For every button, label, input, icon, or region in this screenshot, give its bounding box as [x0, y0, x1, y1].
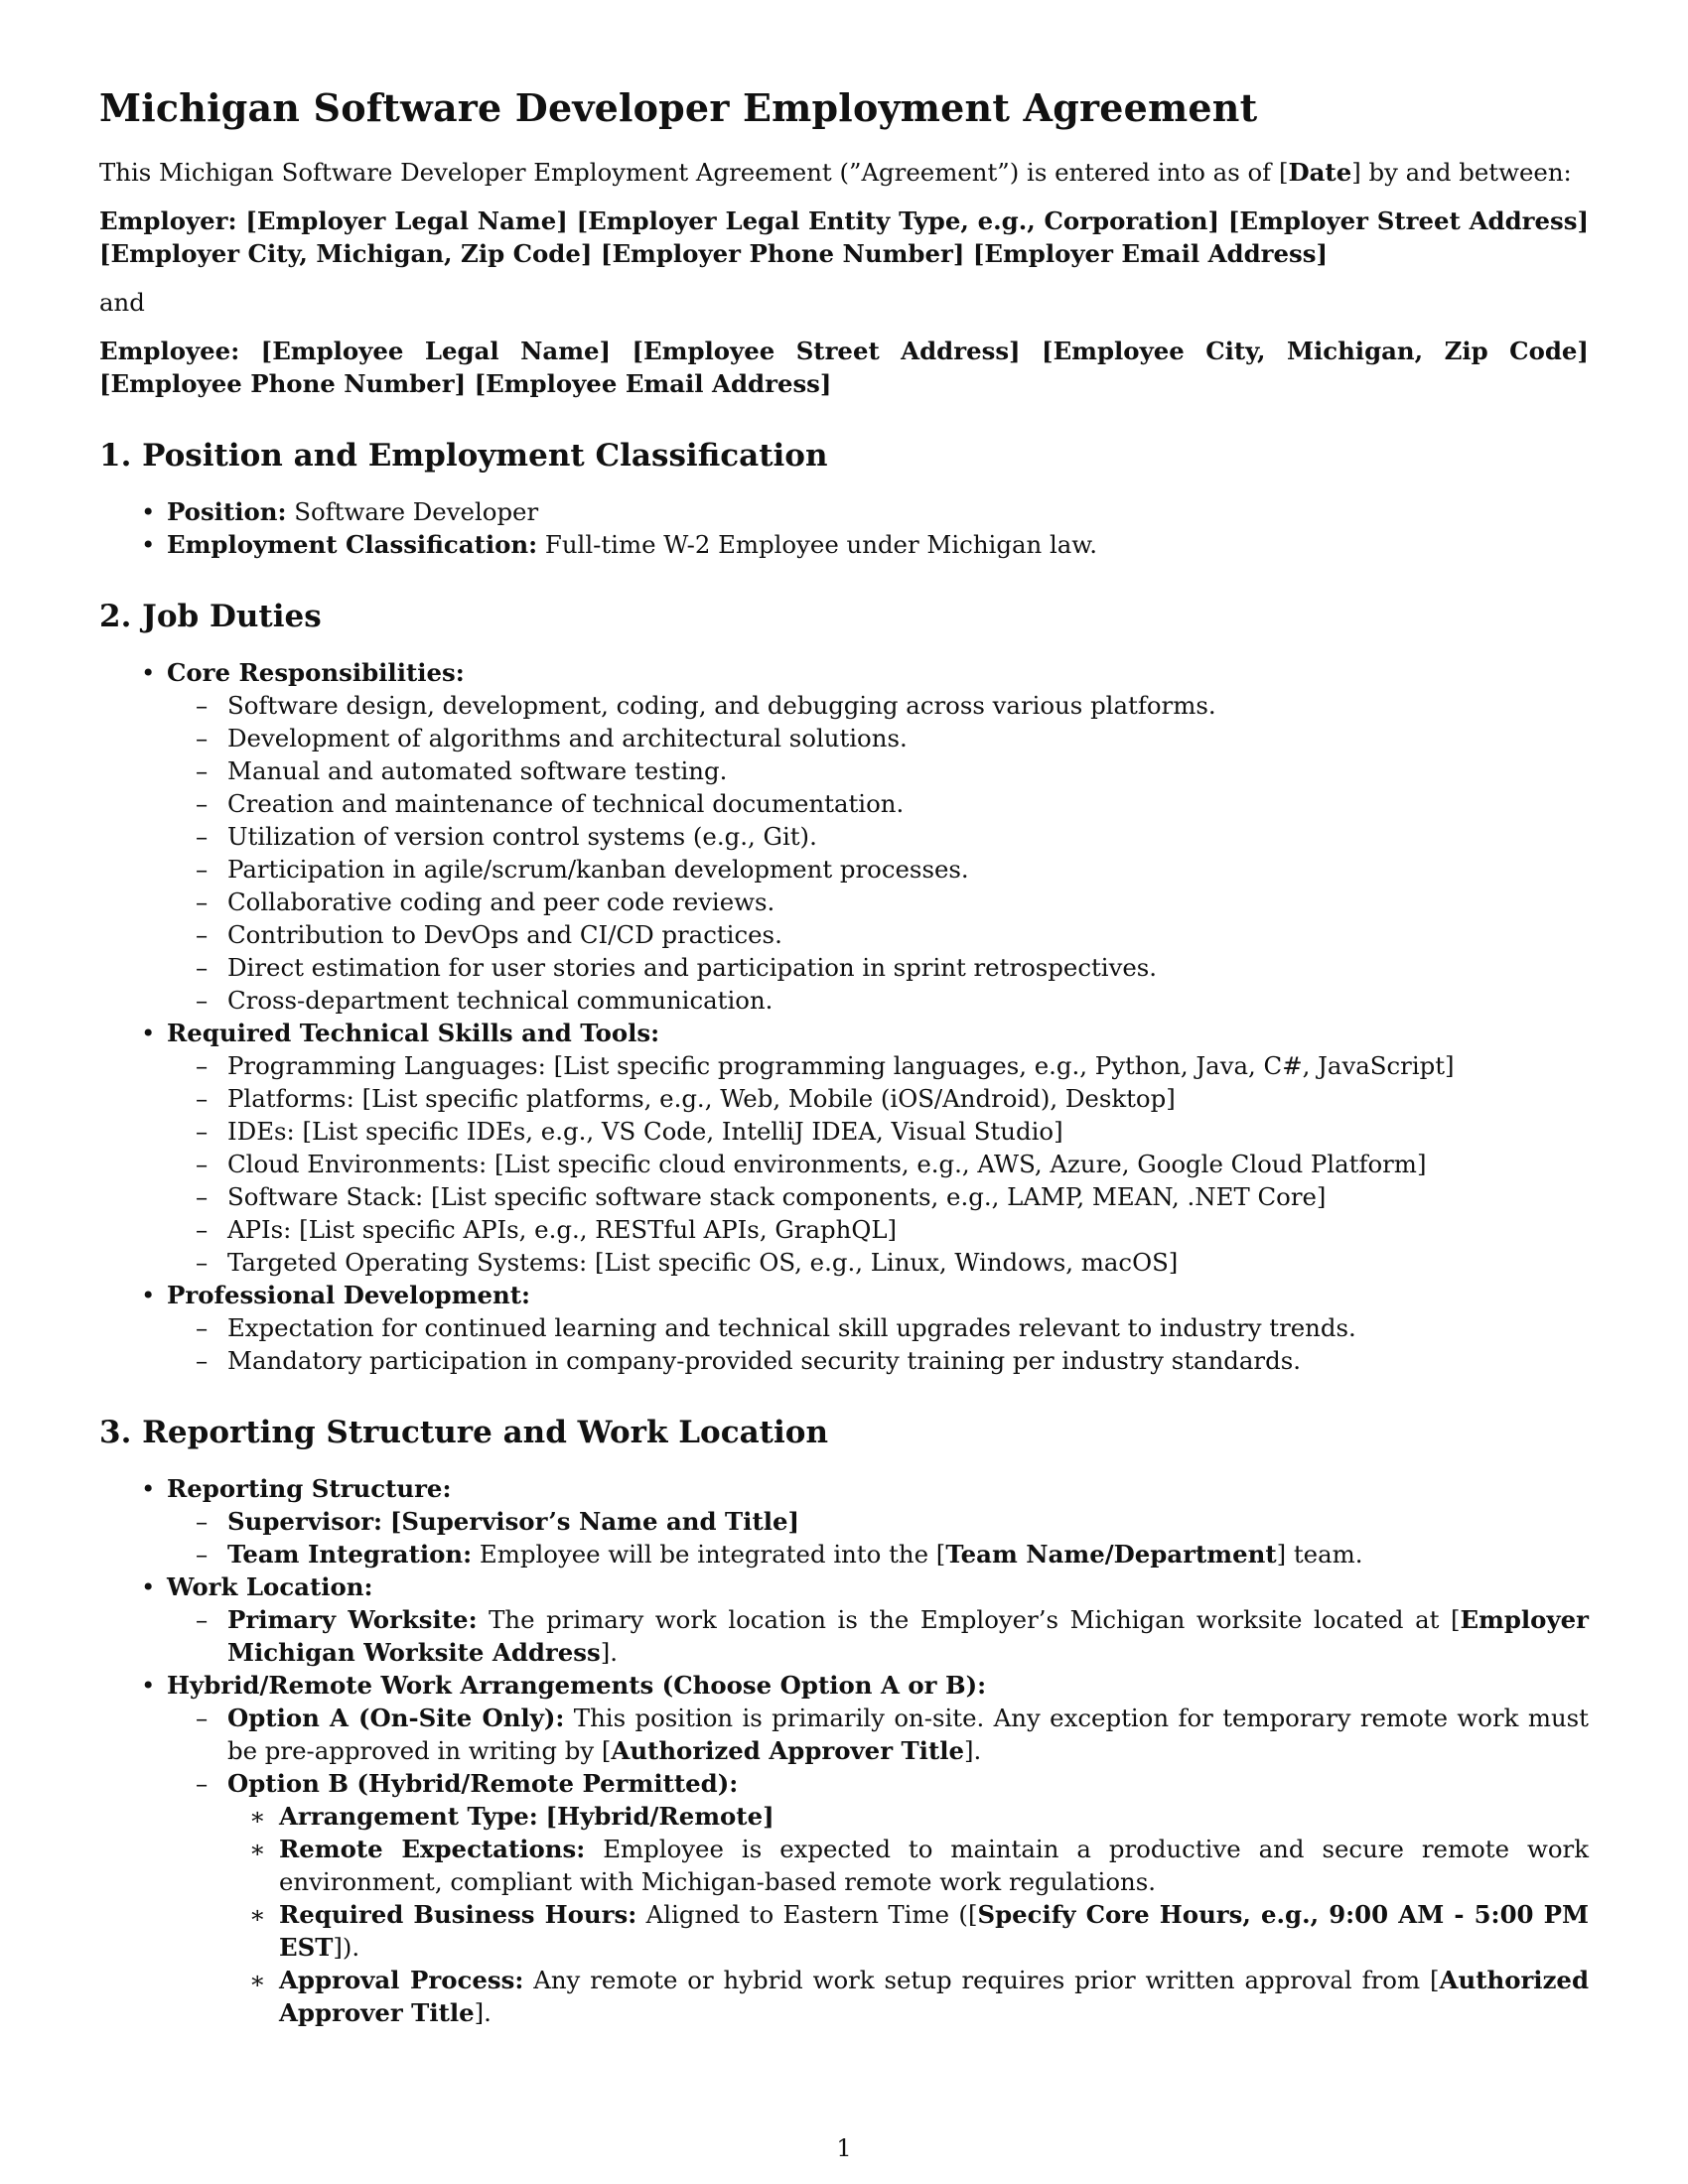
- list-item: [279, 1898, 1589, 1964]
- list-item: – Software design, development, coding, and debugging across various platforms.: [227, 689, 1589, 722]
- list-item: [227, 1767, 1589, 2029]
- employer-label: Employer:: [99, 206, 237, 235]
- list-item: – Manual and automated software testing.: [227, 754, 1589, 787]
- team-text-before: Employee will be integrated into the [: [479, 1540, 946, 1569]
- page-number: 1: [836, 2134, 852, 2162]
- list-item: [227, 1115, 1589, 1148]
- intro-paragraph: [99, 156, 1589, 189]
- skill-label: Targeted Operating Systems:: [227, 1248, 588, 1277]
- list-item: [227, 1702, 1589, 1767]
- arrangement-label: Arrangement Type:: [279, 1802, 538, 1831]
- list-item: [167, 1669, 1589, 2029]
- worksite-text-before: The primary work location is the Employer’s Michigan worksite located at [: [489, 1605, 1461, 1634]
- skills-list: [167, 1049, 1589, 1279]
- skill-label: APIs:: [227, 1215, 292, 1244]
- list-item: – Contribution to DevOps and CI/CD practices.: [227, 918, 1589, 951]
- list-item: [227, 1180, 1589, 1213]
- worksite-label: Primary Worksite:: [227, 1605, 478, 1634]
- profdev-label: Professional Development:: [167, 1281, 531, 1309]
- profdev-list: [167, 1311, 1589, 1377]
- hours-text-after: ]).: [333, 1933, 360, 1962]
- work-location-label: Work Location:: [167, 1572, 373, 1601]
- position-value: Software Developer: [294, 497, 539, 526]
- section-heading: 3. Reporting Structure and Work Location: [99, 1415, 828, 1450]
- optionB-label: Option B (Hybrid/Remote Permitted):: [227, 1769, 739, 1798]
- and-text: and: [99, 288, 145, 317]
- list-item: – Collaborative coding and peer code reviews.: [227, 886, 1589, 918]
- list-item: [167, 1279, 1589, 1377]
- list-item: [227, 1505, 1589, 1538]
- optionA-text-before: This position is primarily on-site. Any exception for temporary remote work must be pre-approved in writing by [: [227, 1704, 1589, 1765]
- list-item: [167, 1472, 1589, 1570]
- arrangement-value: [Hybrid/Remote]: [545, 1802, 774, 1831]
- list-item: [227, 1538, 1589, 1570]
- section-heading: 2. Job Duties: [99, 599, 322, 634]
- employee-block: [99, 335, 1589, 400]
- list-item: [167, 495, 1589, 528]
- intro-text-after: ] by and between:: [1351, 158, 1572, 187]
- approval-placeholder: Authorized Approver Title: [279, 1966, 1589, 2027]
- skill-value: [List specific cloud environments, e.g., AWS, Azure, Google Cloud Platform]: [493, 1150, 1427, 1178]
- date-placeholder: Date: [1288, 158, 1352, 187]
- intro-text-before: This Michigan Software Developer Employment Agreement (”Agreement”) is entered into as of [: [99, 158, 1289, 187]
- optionA-text-after: ].: [964, 1736, 982, 1765]
- remote-label: Remote Expectations:: [279, 1835, 586, 1863]
- worksite-placeholder: Employer Michigan Worksite Address: [227, 1605, 1589, 1667]
- hours-text-before: Aligned to Eastern Time ([: [645, 1900, 978, 1929]
- list-item: – Mandatory participation in company-provided security training per industry standards.: [227, 1344, 1589, 1377]
- list-item: [227, 1213, 1589, 1246]
- skill-value: [List specific OS, e.g., Linux, Windows, macOS]: [595, 1248, 1179, 1277]
- reporting-sublist: [167, 1505, 1589, 1570]
- classification-value: Full-time W-2 Employee under Michigan law.: [544, 530, 1098, 559]
- list-item: [227, 1246, 1589, 1279]
- list-item: – Direct estimation for user stories and participation in sprint retrospectives.: [227, 951, 1589, 984]
- approval-text-after: ].: [474, 1998, 492, 2027]
- team-placeholder: Team Name/Department: [945, 1540, 1277, 1569]
- team-label: Team Integration:: [227, 1540, 473, 1569]
- list-item: [167, 1570, 1589, 1669]
- skill-value: [List specific software stack components, e.g., LAMP, MEAN, .NET Core]: [430, 1182, 1327, 1211]
- skill-label: Programming Languages:: [227, 1051, 546, 1080]
- list-item: – Development of algorithms and architectural solutions.: [227, 722, 1589, 754]
- core-label: Core Responsibilities:: [167, 658, 465, 687]
- job-duties-list: [99, 656, 1589, 1377]
- skill-label: Platforms:: [227, 1084, 354, 1113]
- work-location-sublist: [167, 1603, 1589, 1669]
- skill-value: [List specific platforms, e.g., Web, Mobile (iOS/Android), Desktop]: [361, 1084, 1176, 1113]
- employer-block: [99, 205, 1589, 270]
- classification-label: Employment Classification:: [167, 530, 538, 559]
- position-label: Position:: [167, 497, 287, 526]
- position-list: [99, 495, 1589, 561]
- reporting-label: Reporting Structure:: [167, 1474, 452, 1503]
- list-item: [227, 1049, 1589, 1082]
- hours-placeholder: Specify Core Hours, e.g., 9:00 AM - 5:00 PM EST: [279, 1900, 1589, 1962]
- hours-label: Required Business Hours:: [279, 1900, 637, 1929]
- list-item: – Utilization of version control systems (e.g., Git).: [227, 820, 1589, 853]
- list-item: [227, 1148, 1589, 1180]
- section-heading: 1. Position and Employment Classification: [99, 438, 828, 474]
- list-item: – Participation in agile/scrum/kanban development processes.: [227, 853, 1589, 886]
- list-item: – Creation and maintenance of technical documentation.: [227, 787, 1589, 820]
- skill-label: Software Stack:: [227, 1182, 424, 1211]
- list-item: – Cross-department technical communication.: [227, 984, 1589, 1017]
- list-item: [279, 1964, 1589, 2029]
- team-text-after: ] team.: [1276, 1540, 1363, 1569]
- optionA-label: Option A (On-Site Only):: [227, 1704, 565, 1732]
- employee-label: Employee:: [99, 337, 240, 365]
- skills-label: Required Technical Skills and Tools:: [167, 1019, 660, 1047]
- skill-label: Cloud Environments:: [227, 1150, 488, 1178]
- skill-value: [List specific IDEs, e.g., VS Code, IntelliJ IDEA, Visual Studio]: [302, 1117, 1063, 1146]
- skill-label: IDEs:: [227, 1117, 295, 1146]
- employer-details: [Employer Legal Name] [Employer Legal Entity Type, e.g., Corporation] [Employer Street Address] [Employer City, Michigan, Zip Code] [Employer Phone Number] [Employer Email Address]: [99, 206, 1589, 268]
- approval-label: Approval Process:: [279, 1966, 524, 1994]
- optionA-placeholder: Authorized Approver Title: [611, 1736, 964, 1765]
- document-page: [99, 85, 1589, 2029]
- section-position: [99, 438, 1589, 561]
- supervisor-label: Supervisor:: [227, 1507, 383, 1536]
- worksite-text-after: ].: [600, 1638, 619, 1667]
- section-reporting: [99, 1415, 1589, 2029]
- list-item: [227, 1082, 1589, 1115]
- employee-details: [Employee Legal Name] [Employee Street Address] [Employee City, Michigan, Zip Code] [Employee Phone Number] [Employee Email Address]: [99, 337, 1589, 398]
- list-item: [167, 656, 1589, 1017]
- supervisor-value: [Supervisor’s Name and Title]: [389, 1507, 800, 1536]
- list-item: [167, 1017, 1589, 1279]
- list-item: [227, 1603, 1589, 1669]
- skill-value: [List specific APIs, e.g., RESTful APIs, GraphQL]: [299, 1215, 898, 1244]
- document-title: Michigan Software Developer Employment Agreement: [99, 85, 1258, 130]
- skill-value: [List specific programming languages, e.g., Python, Java, C#, JavaScript]: [553, 1051, 1455, 1080]
- list-item: [279, 1800, 1589, 1833]
- section-job-duties: [99, 599, 1589, 1377]
- reporting-list: [99, 1472, 1589, 2029]
- list-item: [167, 528, 1589, 561]
- remote-value: Employee is expected to maintain a productive and secure remote work environment, compliant with Michigan-based remote work regulations.: [279, 1835, 1589, 1896]
- optionB-sublist: [227, 1800, 1589, 2029]
- hybrid-label: Hybrid/Remote Work Arrangements (Choose Option A or B):: [167, 1671, 987, 1700]
- list-item: – Expectation for continued learning and technical skill upgrades relevant to industry trends.: [227, 1311, 1589, 1344]
- core-responsibilities-list: [167, 689, 1589, 1017]
- list-item: [279, 1833, 1589, 1898]
- approval-text-before: Any remote or hybrid work setup requires prior written approval from [: [533, 1966, 1440, 1994]
- hybrid-options-list: [167, 1702, 1589, 2029]
